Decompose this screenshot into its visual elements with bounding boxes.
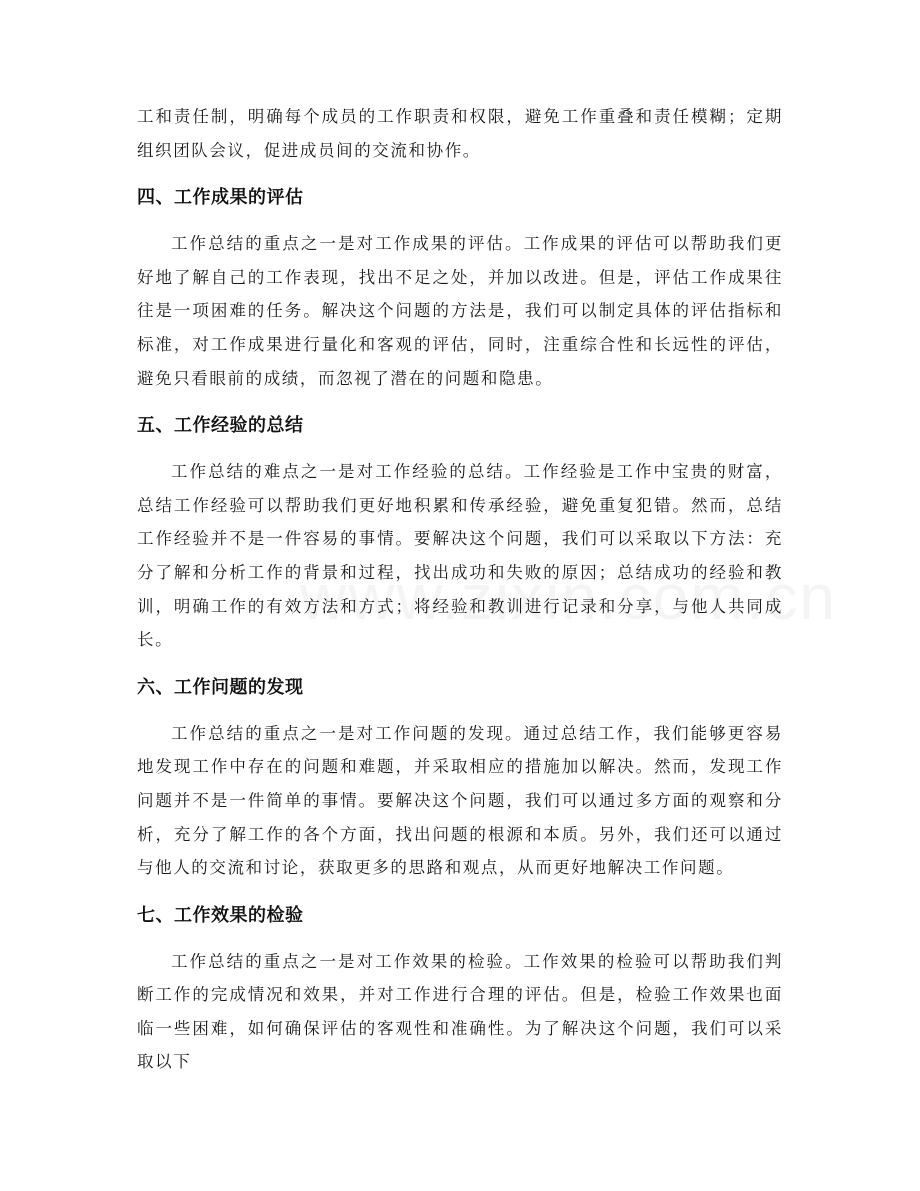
- intro-paragraph: 工和责任制，明确每个成员的工作职责和权限，避免工作重叠和责任模糊；定期组织团队会议，促进成员间的交流和协作。: [137, 107, 783, 160]
- section-body-7: 工作总结的重点之一是对工作效果的检验。工作效果的检验可以帮助我们判断工作的完成情况和效果，并对工作进行合理的评估。但是，检验工作效果也面临一些困难，如何确保评估的客观性和准确性。为了解决这个问题，我们可以采取以下: [137, 951, 783, 1072]
- section-heading-5: 五、工作经验的总结: [137, 415, 304, 437]
- section-body-4: 工作总结的重点之一是对工作成果的评估。工作成果的评估可以帮助我们更好地了解自己的工作表现，找出不足之处，并加以改进。但是，评估工作成果往往是一项困难的任务。解决这个问题的方法是，我们可以制定具体的评估指标和标准，对工作成果进行量化和客观的评估，同时，注重综合性和长远性的评估，避免只看眼前的成绩，而忽视了潜在的问题和隐患。: [137, 234, 783, 388]
- section-body-6: 工作总结的重点之一是对工作问题的发现。通过总结工作，我们能够更容易地发现工作中存在的问题和难题，并采取相应的措施加以解决。然而，发现工作问题并不是一件简单的事情。要解决这个问题，我们可以通过多方面的观察和分析，充分了解工作的各个方面，找出问题的根源和本质。另外，我们还可以通过与他人的交流和讨论，获取更多的思路和观点，从而更好地解决工作问题。: [137, 723, 783, 878]
- section-heading-7: 七、工作效果的检验: [137, 904, 304, 926]
- document-content: [137, 100, 783, 1079]
- section-body-5: 工作总结的难点之一是对工作经验的总结。工作经验是工作中宝贵的财富，总结工作经验可以帮助我们更好地积累和传承经验，避免重复犯错。然而，总结工作经验并不是一件容易的事情。要解决这个问题，我们可以采取以下方法：充分了解和分析工作的背景和过程，找出成功和失败的原因；总结成功的经验和教训，明确工作的有效方法和方式；将经验和教训进行记录和分享，与他人共同成长。: [137, 462, 783, 650]
- section-heading-4: 四、工作成果的评估: [137, 187, 304, 209]
- section-heading-6: 六、工作问题的发现: [137, 676, 304, 698]
